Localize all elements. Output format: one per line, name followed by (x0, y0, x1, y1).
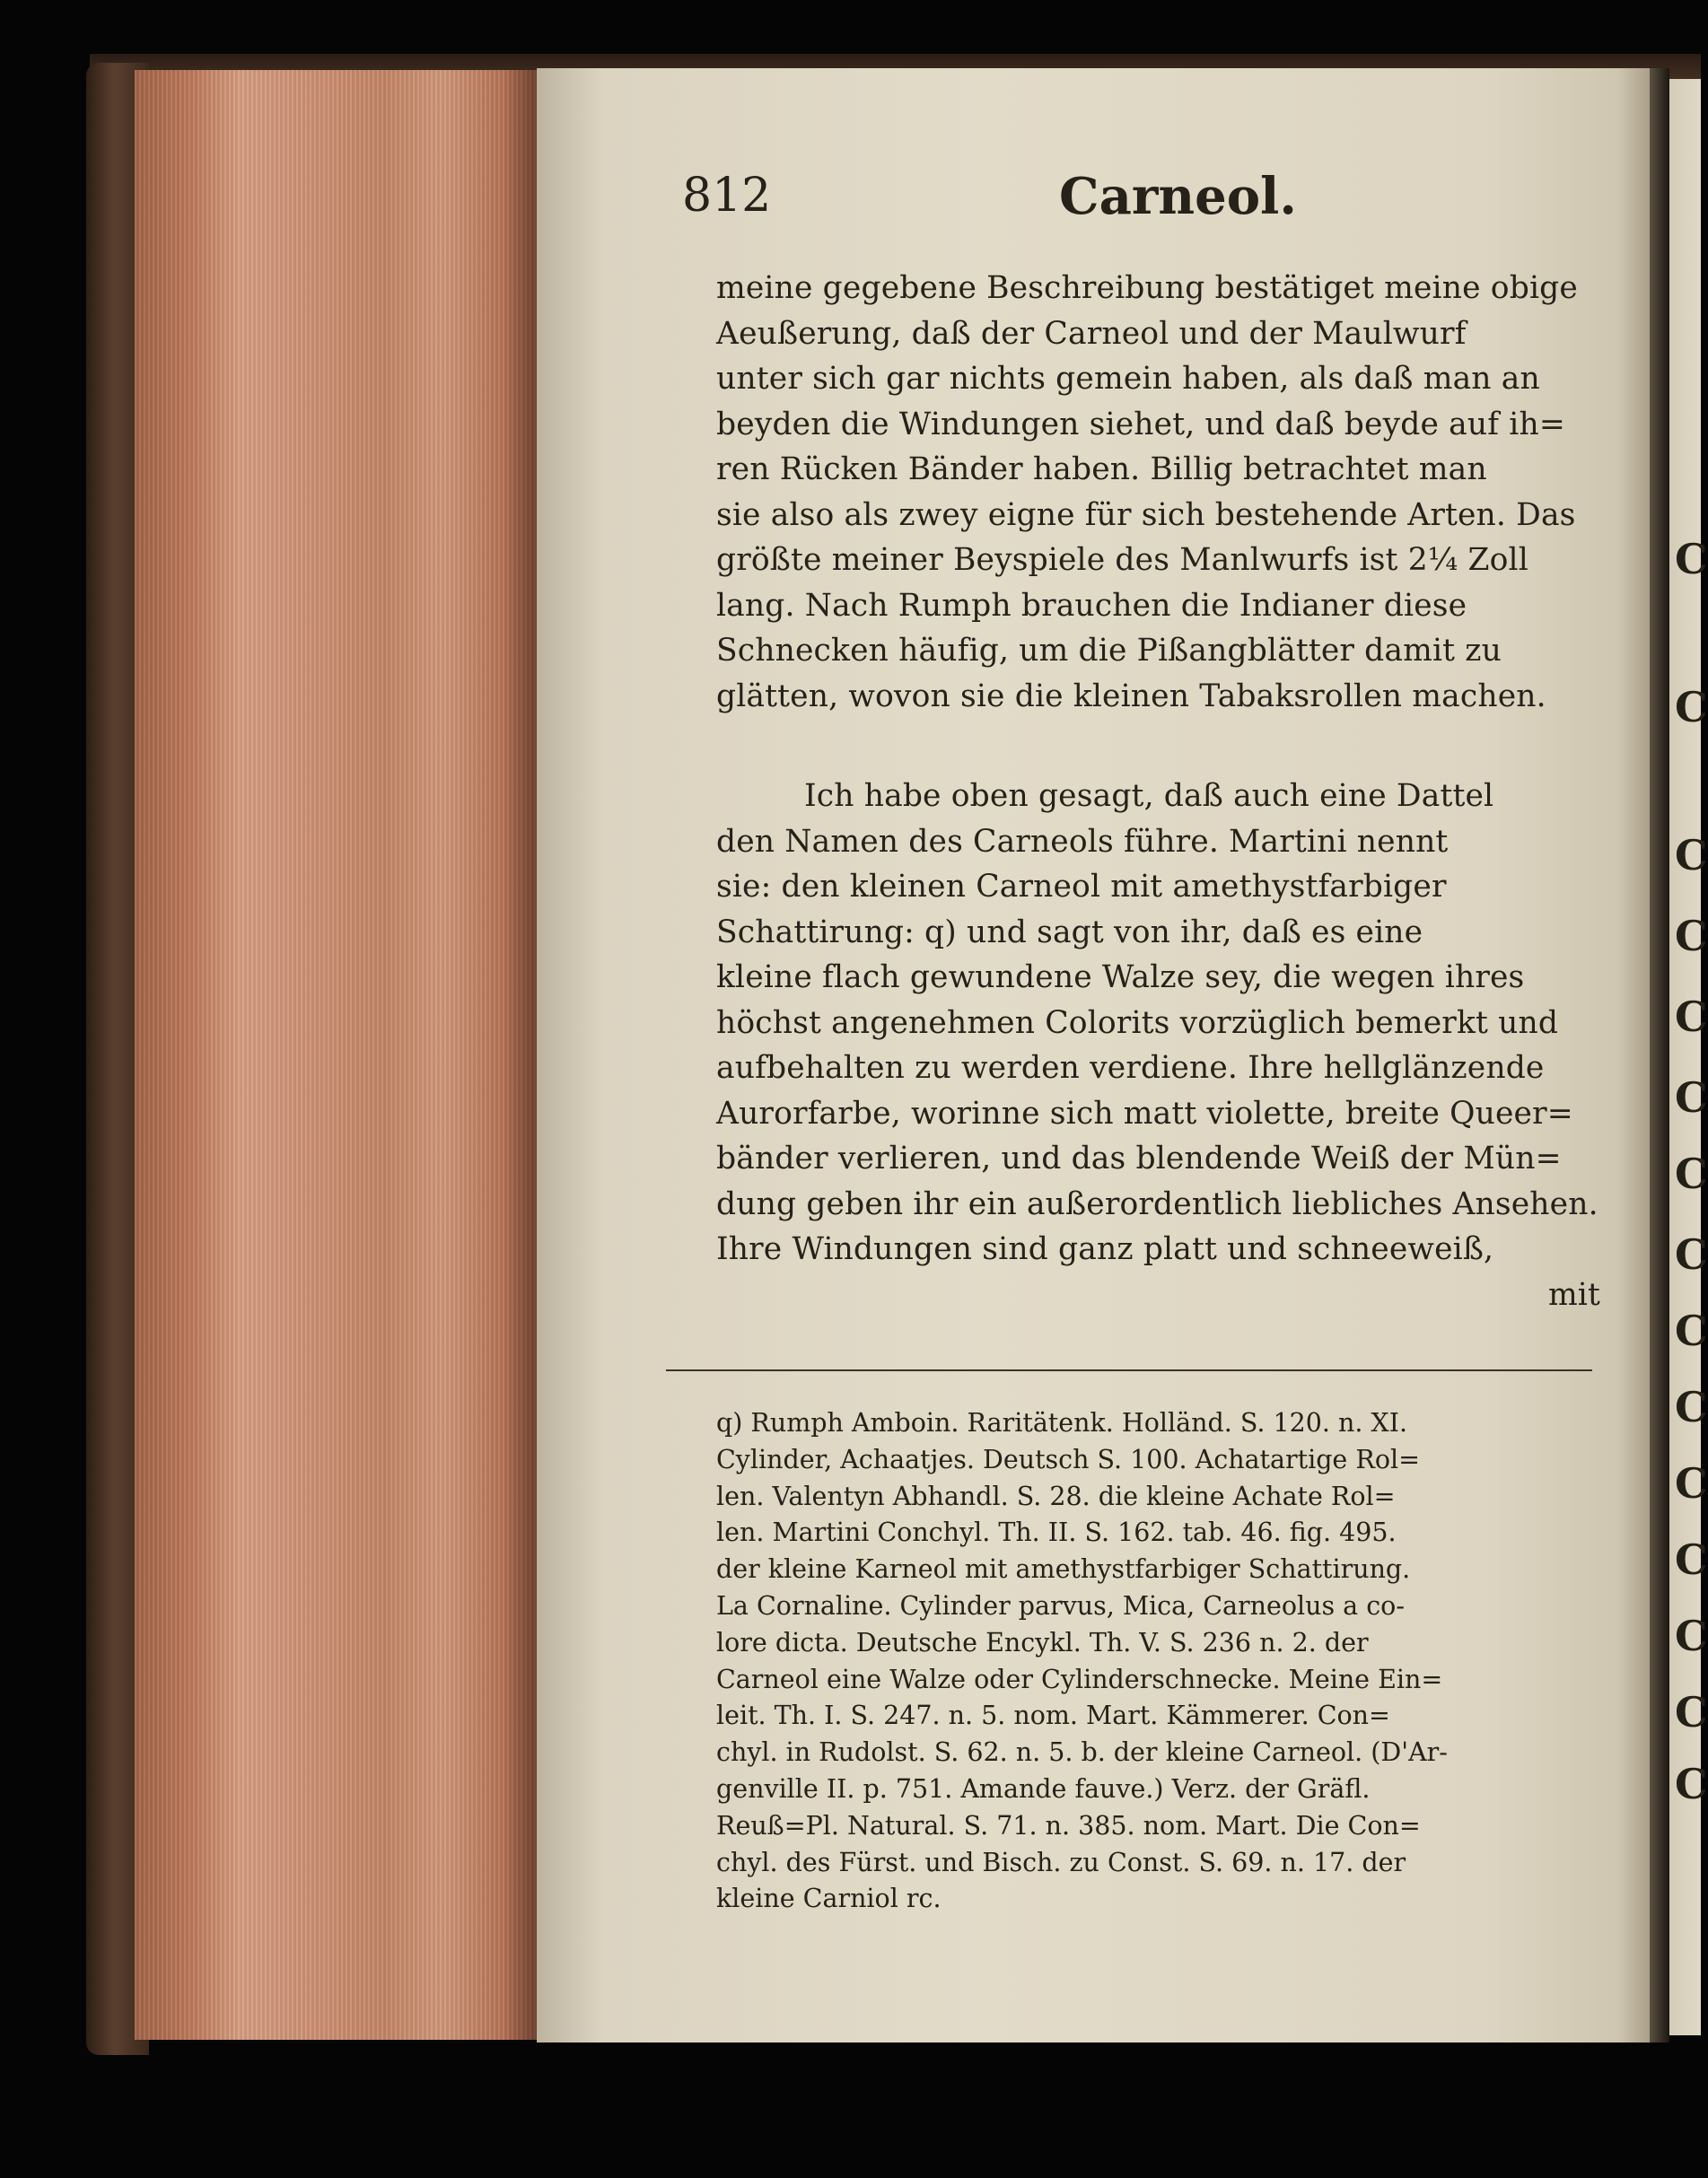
footnote-line (716, 1846, 1587, 1880)
text-line (716, 493, 1600, 538)
footnote-line (716, 1626, 1587, 1660)
page-number: 812 (682, 169, 772, 223)
text-line-content: Schattirung: q) und sagt von ihr, daß es eine (716, 914, 1423, 950)
text-line-content: aufbehalten zu werden verdiene. Ihre hellglänzende (716, 1050, 1545, 1086)
text-line (716, 819, 1600, 864)
footnote-line-content: len. Valentyn Abhandl. S. 28. die kleine Achate Rol= (716, 1481, 1396, 1511)
page-gutter (1650, 68, 1669, 2042)
text-line-content: größte meiner Beyspiele des Manlwurfs ist 2¼ Zoll (716, 542, 1528, 578)
catchword: mit (1547, 1276, 1600, 1313)
footnote-line-content: der kleine Karneol mit amethystfarbiger Schattirung. (716, 1554, 1411, 1585)
text-line (716, 1091, 1600, 1136)
next-page-letter: C (1675, 535, 1708, 583)
text-line (716, 674, 1600, 719)
text-line (716, 266, 1600, 311)
footnote-rule (666, 1369, 1592, 1371)
text-line-content: sie: den kleinen Carneol mit amethystfarbiger (716, 869, 1447, 905)
footnote-line-content: genville II. p. 751. Amande fauve.) Verz. der Gräfl. (716, 1774, 1371, 1804)
text-line-content: Schnecken häufig, um die Pißangblätter damit zu (716, 633, 1502, 669)
footnote-line (716, 1772, 1587, 1806)
footnote-line-content: Carneol eine Walze oder Cylinderschnecke. Meine Ein= (716, 1664, 1443, 1694)
text-line-content: lang. Nach Rumph brauchen die Indianer diese (716, 587, 1467, 624)
page-header (682, 167, 1297, 232)
next-page-edge (1669, 79, 1701, 2035)
text-line (716, 1273, 1600, 1317)
text-line (716, 910, 1600, 955)
text-line-content: beyden die Windungen siehet, und daß beyde auf ih= (716, 406, 1565, 442)
footnote-line-content: Cylinder, Achaatjes. Deutsch S. 100. Achatartige Rol= (716, 1444, 1420, 1474)
footnote-line (716, 1699, 1587, 1733)
footnote-line-content: kleine Carniol rc. (716, 1884, 942, 1914)
text-line-content: dung geben ihr ein außerordentlich liebliches Ansehen. (716, 1185, 1599, 1222)
footnote-line-content: chyl. in Rudolst. S. 62. n. 5. b. der kleine Carneol. (D'Ar- (716, 1737, 1448, 1768)
text-line (716, 447, 1600, 492)
text-line-content: höchst angenehmen Colorits vorzüglich bemerkt und (716, 1004, 1559, 1041)
text-line (716, 356, 1600, 401)
text-line (716, 583, 1600, 628)
text-line-content: meine gegebene Beschreibung bestätiget meine obige (716, 270, 1578, 306)
next-page-letter: C (1675, 1073, 1708, 1122)
text-line (716, 628, 1600, 673)
footnote-line (716, 1809, 1587, 1843)
text-line-content: Aeußerung, daß der Carneol und der Maulwurf (716, 315, 1467, 352)
running-head: Carneol. (1059, 167, 1297, 226)
text-line (716, 402, 1600, 447)
footnote-line (716, 1882, 1587, 1916)
text-line-content: glätten, wovon sie die kleinen Tabaksrollen machen. (716, 678, 1546, 714)
text-line (716, 538, 1600, 582)
footnote-line-content: len. Martini Conchyl. Th. II. S. 162. tab. 46. fig. 495. (716, 1518, 1397, 1548)
footnote-line (716, 1516, 1587, 1550)
text-line-content: unter sich gar nichts gemein haben, als daß man an (716, 361, 1540, 397)
text-line-content: bänder verlieren, und das blendende Weiß der Mün= (716, 1141, 1562, 1176)
next-page-letter: C (1675, 1150, 1708, 1198)
footnote-line (716, 1553, 1587, 1587)
text-line-content: Aurorfarbe, worinne sich matt violette, breite Queer= (716, 1095, 1573, 1132)
text-line (716, 1182, 1600, 1227)
text-line (716, 1136, 1600, 1181)
next-page-letter: C (1675, 683, 1708, 731)
footnote-line (716, 1406, 1587, 1440)
footnote-line-content: chyl. des Fürst. und Bisch. zu Const. S. 69. n. 17. der (716, 1847, 1406, 1877)
footnote-line-content: leit. Th. I. S. 247. n. 5. nom. Mart. Kämmerer. Con= (716, 1701, 1390, 1731)
text-line-content: ren Rücken Bänder haben. Billig betrachtet man (716, 451, 1487, 487)
footnote-line (716, 1589, 1587, 1623)
next-page-letter: C (1675, 1307, 1708, 1355)
text-line (716, 955, 1600, 1000)
text-line-content: kleine flach gewundene Walze sey, die wegen ihres (716, 959, 1525, 995)
text-line (716, 1227, 1600, 1272)
footnote-line-content: q) Rumph Amboin. Raritätenk. Holländ. S. 120. n. XI. (716, 1408, 1408, 1438)
next-page-letter: C (1675, 993, 1708, 1041)
text-line (716, 311, 1600, 356)
text-line (716, 1001, 1600, 1045)
next-page-letter: C (1675, 912, 1708, 960)
footnote-line (716, 1480, 1587, 1514)
next-page-letter: C (1675, 1535, 1708, 1584)
next-page-letter: C (1675, 1383, 1708, 1431)
next-page-letter: C (1675, 1612, 1708, 1660)
next-page-letter: C (1675, 1760, 1708, 1808)
footnote-line (716, 1736, 1587, 1770)
footnote-line-content: La Cornaline. Cylinder parvus, Mica, Carneolus a co- (716, 1591, 1405, 1621)
text-line (716, 864, 1600, 909)
next-page-letter: C (1675, 831, 1708, 879)
page-edges (135, 70, 539, 2040)
footnote-line-content: Reuß=Pl. Natural. S. 71. n. 385. nom. Mart. Die Con= (716, 1810, 1421, 1841)
text-line-content: den Namen des Carneols führe. Martini nennt (716, 823, 1449, 860)
footnote-line (716, 1443, 1587, 1477)
next-page-letter: C (1675, 1459, 1708, 1508)
footnote-line (716, 1663, 1587, 1697)
text-line (716, 1045, 1600, 1090)
next-page-letter: C (1675, 1230, 1708, 1279)
next-page-letter: C (1675, 1688, 1708, 1736)
text-line-content: sie also als zwey eigne für sich bestehende Arten. Das (716, 496, 1576, 533)
text-line (716, 774, 1600, 818)
text-line-content: Ich habe oben gesagt, daß auch eine Dattel (804, 778, 1494, 814)
footnote-line-content: lore dicta. Deutsche Encykl. Th. V. S. 236 n. 2. der (716, 1627, 1369, 1658)
text-line-content: Ihre Windungen sind ganz platt und schneeweiß, (716, 1231, 1494, 1267)
